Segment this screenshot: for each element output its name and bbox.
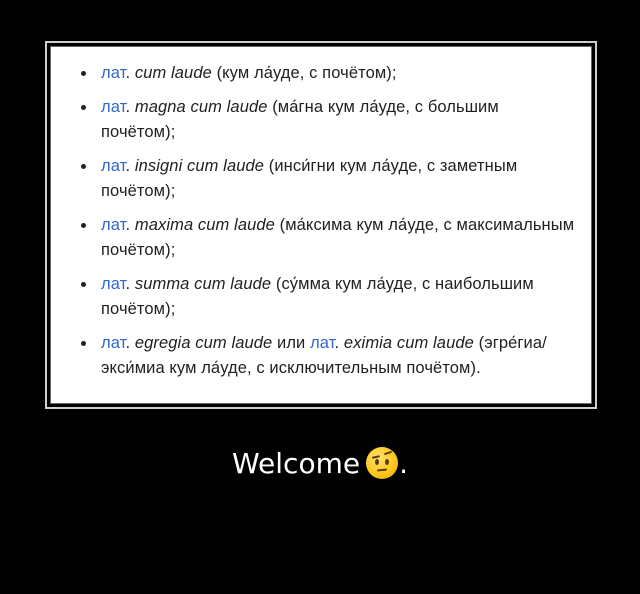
item-text: . — [334, 334, 344, 352]
latin-language-link[interactable]: лат — [101, 64, 126, 82]
latin-term: maxima cum laude — [134, 216, 275, 234]
item-text: . — [125, 98, 135, 116]
item-text: (ма́гна кум ла́уде, с большим почётом); — [101, 98, 499, 141]
list-item — [67, 154, 575, 204]
list-item — [67, 95, 575, 145]
item-text: . — [125, 275, 135, 293]
honors-list — [67, 61, 575, 381]
item-text: (кум ла́уде, с почётом); — [211, 64, 397, 82]
bullet-icon — [81, 223, 86, 228]
bullet-icon — [81, 341, 86, 346]
latin-term: summa cum laude — [134, 275, 272, 293]
list-item — [67, 61, 575, 86]
latin-language-link[interactable]: лат — [310, 334, 335, 352]
caption — [0, 444, 640, 484]
item-text: (эгре́гиа/экси́миа кум ла́уде, с исключительным почётом). — [101, 334, 547, 377]
latin-term: insigni cum laude — [134, 157, 265, 175]
caption-suffix: . — [399, 447, 408, 480]
list-item — [67, 213, 575, 263]
latin-term: eximia cum laude — [343, 334, 474, 352]
item-text: . — [125, 157, 135, 175]
item-text: или — [272, 334, 311, 352]
bullet-icon — [81, 282, 86, 287]
item-text: . — [125, 334, 135, 352]
list-item — [67, 272, 575, 322]
item-text: (инси́гни кум ла́уде, с заметным почётом); — [101, 157, 518, 200]
latin-term: cum laude — [134, 64, 212, 82]
face-with-raised-eyebrow-icon — [366, 447, 398, 479]
latin-language-link[interactable]: лат — [101, 334, 126, 352]
latin-language-link[interactable]: лат — [101, 98, 126, 116]
bullet-icon — [81, 164, 86, 169]
bullet-icon — [81, 71, 86, 76]
wiki-excerpt-panel — [50, 46, 592, 404]
latin-term: magna cum laude — [134, 98, 268, 116]
item-text: (ма́ксима кум ла́уде, с максимальным почётом); — [101, 216, 575, 259]
item-text: . — [125, 64, 135, 82]
item-text: (су́мма кум ла́уде, с наибольшим почётом); — [101, 275, 534, 318]
list-item — [67, 331, 575, 381]
caption-text: Welcome — [232, 447, 361, 480]
latin-language-link[interactable]: лат — [101, 216, 126, 234]
bullet-icon — [81, 105, 86, 110]
latin-language-link[interactable]: лат — [101, 275, 126, 293]
item-text: . — [125, 216, 135, 234]
image-frame — [45, 41, 597, 409]
latin-language-link[interactable]: лат — [101, 157, 126, 175]
latin-term: egregia cum laude — [134, 334, 273, 352]
